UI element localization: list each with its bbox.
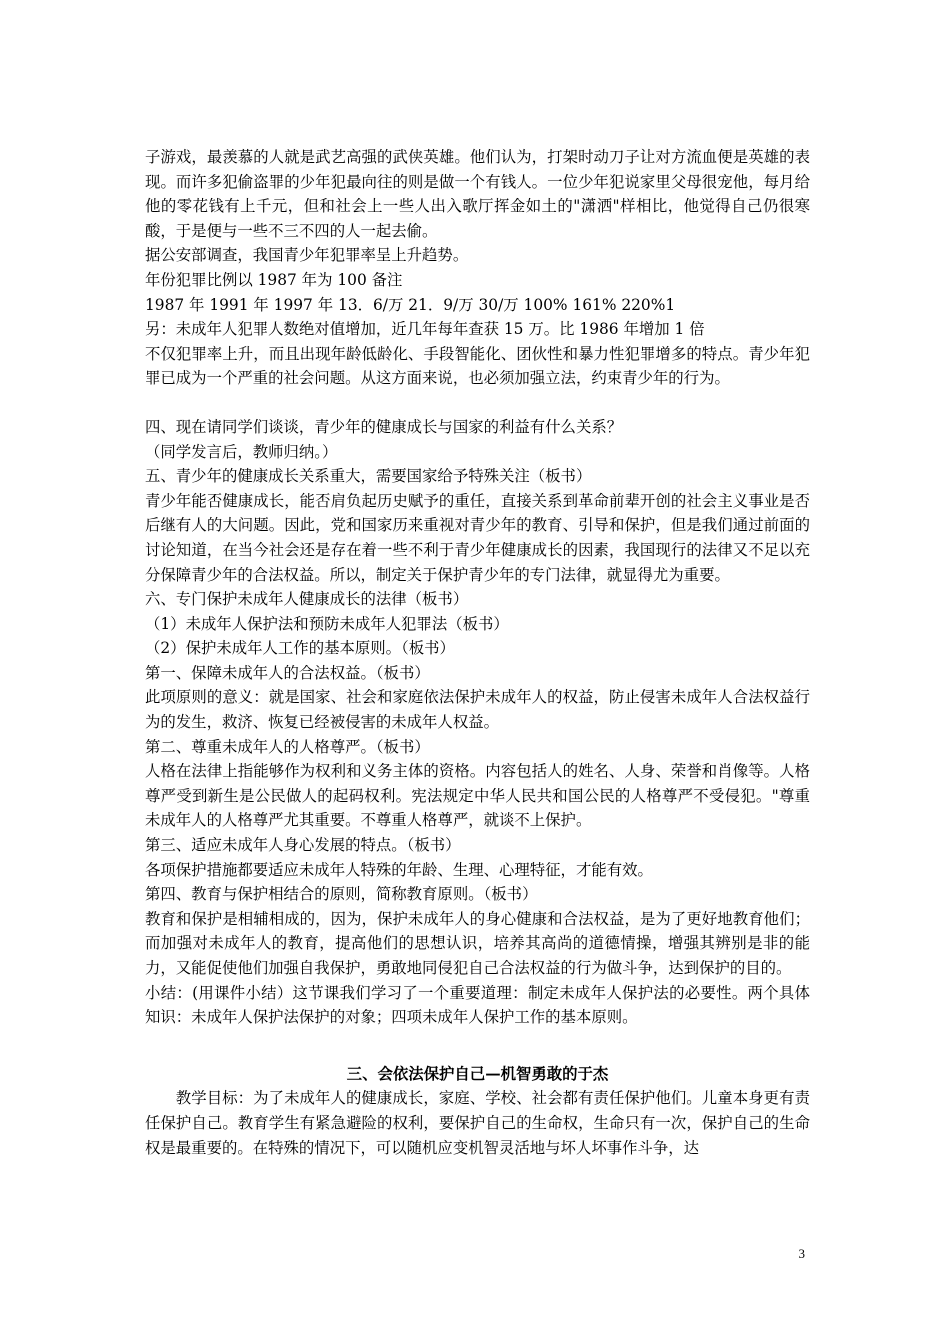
paragraph: （2）保护未成年人工作的基本原则。（板书）: [145, 639, 455, 658]
page-number: 3: [798, 1246, 805, 1261]
blank-line: [145, 1030, 810, 1062]
text-block-middle: [145, 415, 810, 1030]
text-block-bottom: [145, 1086, 810, 1160]
paragraph: 另：未成年人犯罪人数绝对值增加，近几年每年查获 15 万。比 1986 年增加 1 倍: [145, 320, 705, 339]
paragraph: 不仅犯罪率上升，而且出现年龄低龄化、手段智能化、团伙性和暴力性犯罪增多的特点。青少年犯罪已成为一个严重的社会问题。从这方面来说，也必须加强立法，约束青少年的行为。: [145, 344, 810, 388]
paragraph: 六、专门保护未成年人健康成长的法律（板书）: [145, 590, 469, 609]
section-title: 三、会依法保护自己—机智勇敢的于杰: [346, 1064, 609, 1083]
paragraph: 四、现在请同学们谈谈，青少年的健康成长与国家的利益有什么关系？: [145, 417, 623, 436]
document-page: [145, 145, 810, 1160]
paragraph: 年份犯罪比例以 1987 年为 100 备注: [145, 270, 403, 289]
paragraph: 五、青少年的健康成长关系重大，需要国家给予特殊关注（板书）: [145, 467, 592, 486]
paragraph: 1987 年 1991 年 1997 年 13．6/万 21．9/万 30/万 100% 161% 220%1: [145, 295, 676, 314]
paragraph: 第一、保障未成年人的合法权益。（板书）: [145, 663, 430, 682]
blank-line: [145, 391, 810, 415]
paragraph: 教育和保护是相辅相成的，因为，保护未成年人的身心健康和合法权益，是为了更好地教育他们；而加强对未成年人的教育，提高他们的思想认识，培养其高尚的道德情操，增强其辨别是非的能力，又能促使他们加强自我保护，勇敢地同侵犯自己合法权益的行为做斗争，达到保护的目的。: [145, 909, 810, 977]
text-block-top: [145, 145, 810, 391]
paragraph: 子游戏，最羡慕的人就是武艺高强的武侠英雄。他们认为，打架时动刀子让对方流血便是英雄的表现。而许多犯偷盗罪的少年犯最向往的则是做一个有钱人。一位少年犯说家里父母很宠他，每月给他的零花钱有上千元，但和社会上一些人出入歌厅挥金如土的"潇洒"样相比，他觉得自己仍很寒酸，于是便与一些不三不四的人一起去偷。: [145, 148, 810, 240]
paragraph: 教学目标：为了未成年人的健康成长，家庭、学校、社会都有责任保护他们。儿童本身更有责任保护自己。教育学生有紧急避险的权利，要保护自己的生命权，生命只有一次，保护自己的生命权是最重要的。在特殊的情况下，可以随机应变机智灵活地与坏人坏事作斗争，达: [145, 1089, 810, 1157]
paragraph: 小结：(用课件小结）这节课我们学习了一个重要道理：制定未成年人保护法的必要性。两个具体知识：未成年人保护法保护的对象；四项未成年人保护工作的基本原则。: [145, 983, 810, 1027]
paragraph: 此项原则的意义：就是国家、社会和家庭依法保护未成年人的权益，防止侵害未成年人合法权益行为的发生，救济、恢复已经被侵害的未成年人权益。: [145, 688, 810, 732]
paragraph: 据公安部调查，我国青少年犯罪率呈上升趋势。: [145, 246, 469, 265]
paragraph: （1）未成年人保护法和预防未成年人犯罪法（板书）: [145, 614, 509, 633]
paragraph: 各项保护措施都要适应未成年人特殊的年龄、生理、心理特征，才能有效。: [145, 860, 653, 879]
paragraph: 第四、教育与保护相结合的原则，简称教育原则。（板书）: [145, 885, 538, 904]
paragraph: 第二、尊重未成年人的人格尊严。（板书）: [145, 737, 430, 756]
paragraph: 人格在法律上指能够作为权利和义务主体的资格。内容包括人的姓名、人身、荣誉和肖像等。人格尊严受到新生是公民做人的起码权利。宪法规定中华人民共和国公民的人格尊严不受侵犯。"尊重未成年人的人格尊严尤其重要。不尊重人格尊严，就谈不上保护。: [145, 762, 810, 830]
paragraph: （同学发言后，教师归纳。）: [145, 442, 338, 461]
paragraph: 青少年能否健康成长，能否肩负起历史赋予的重任，直接关系到革命前辈开创的社会主义事业是否后继有人的大问题。因此，党和国家历来重视对青少年的教育、引导和保护，但是我们通过前面的讨论知道，在当今社会还是存在着一些不利于青少年健康成长的因素，我国现行的法律又不足以充分保障青少年的合法权益。所以，制定关于保护青少年的专门法律，就显得尤为重要。: [145, 491, 810, 584]
paragraph: 第三、适应未成年人身心发展的特点。（板书）: [145, 836, 461, 855]
